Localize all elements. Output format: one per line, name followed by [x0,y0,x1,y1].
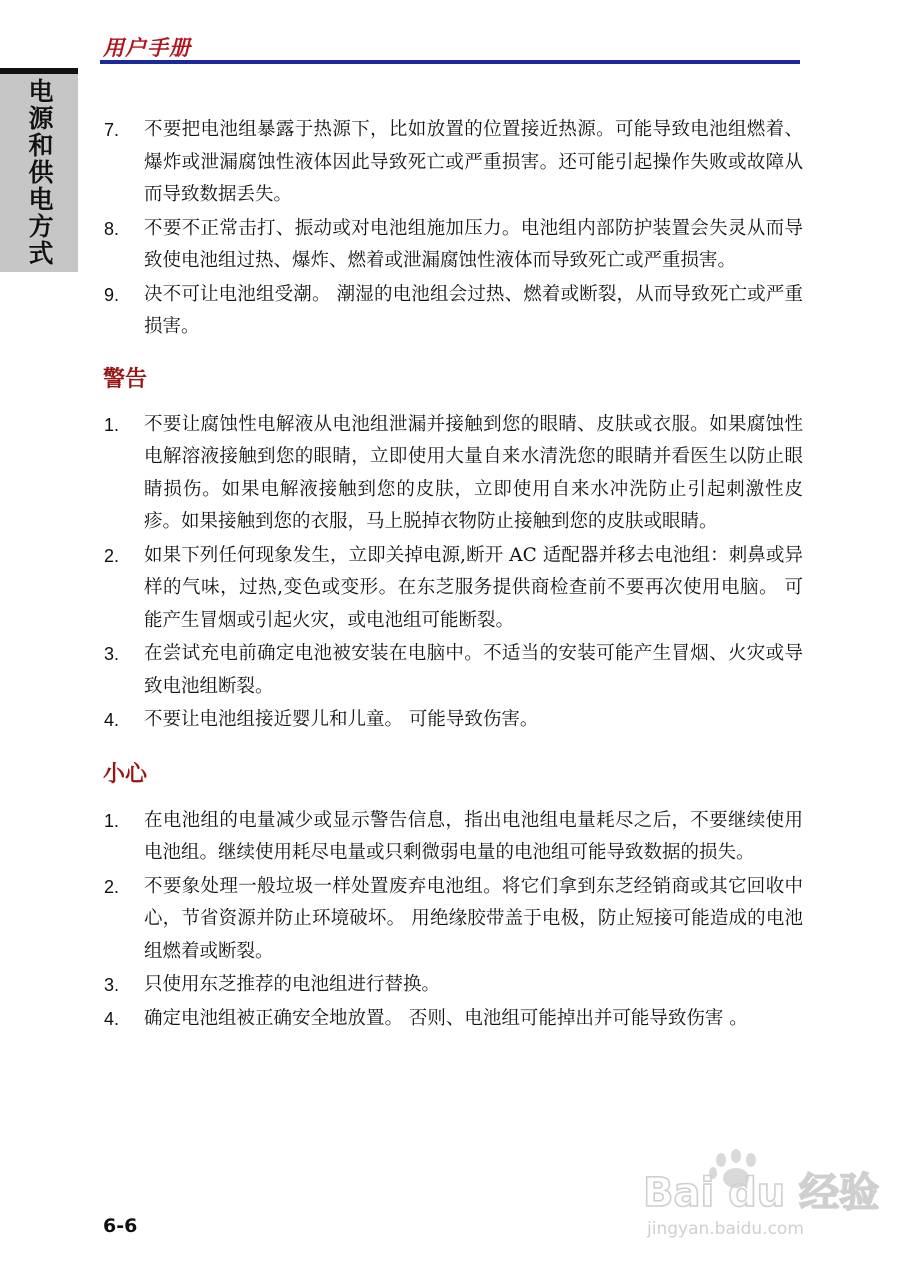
watermark-brand: Bai du 经验 [643,1170,880,1216]
list-item [103,871,803,969]
item-text: 只使用东芝推荐的电池组进行替换。 [144,974,441,995]
list-item [103,704,803,737]
list-item [103,805,803,870]
item-text: 不要把电池组暴露于热源下，比如放置的位置接近热源。可能导致电池组燃着、爆炸或泄漏腐蚀性液体因此导致死亡或严重损害。还可能引起操作失败或故障从而导致数据丢失。 [144,119,803,205]
warning-heading: 警告 [103,366,148,392]
watermark-url: jingyan.baidu.com [647,1219,804,1239]
item-number: 7. [104,120,120,140]
item-text: 确定电池组被正确安全地放置。 否则、电池组可能掉出并可能导致伤害 。 [144,1007,748,1029]
item-number: 3. [104,975,120,995]
caution-list [103,805,803,1036]
item-number: 8. [104,218,120,239]
list-item [103,1003,803,1036]
side-tab-label: 电源和供电方式 [25,78,54,267]
item-text: 不要不正常击打、振动或对电池组施加压力。电池组内部防护装置会失灵从而导致使电池组过热、爆炸、燃着或泄漏腐蚀性液体而导致死亡或严重损害。 [144,217,803,271]
item-text: 在电池组的电量减少或显示警告信息，指出电池组电量耗尽之后，不要继续使用电池组。继续使用耗尽电量或只剩微弱电量的电池组可能导致数据的损失。 [144,809,803,863]
item-number: 3. [104,644,120,664]
page-number: 6-6 [103,1215,138,1237]
page-content [103,114,803,1036]
list-item [103,638,803,703]
item-text: 不要象处理一般垃圾一样处置废弃电池组。将它们拿到东芝经销商或其它回收中心，节省资源并防止环境破坏。 用绝缘胶带盖于电极，防止短接可能造成的电池组燃着或断裂。 [144,875,803,962]
item-text: 在尝试充电前确定电池被安装在电脑中。不适当的安装可能产生冒烟、火灾或导致电池组断裂。 [144,643,803,697]
warning-list [103,409,803,737]
item-number: 4. [104,710,120,730]
item-number: 2. [104,545,120,566]
item-number: 1. [104,414,120,435]
list-item [103,409,803,539]
item-number: 2. [104,876,120,897]
header-rule [100,60,800,64]
item-text: 不要让腐蚀性电解液从电池组泄漏并接触到您的眼睛、皮肤或衣服。如果腐蚀性电解溶液接触到您的眼睛，立即使用大量自来水清洗您的眼睛并看医生以防止眼睛损伤。如果电解液接触到您的皮肤，立即使用自来水冲洗防止引起刺激性皮疹。如果接触到您的衣服，马上脱掉衣物防止接触到您的皮肤或眼睛。 [144,413,803,532]
list-item [103,540,803,638]
list-item [103,114,803,212]
caution-heading: 小心 [103,761,148,787]
item-text: 决不可让电池组受潮。 潮湿的电池组会过热、燃着或断裂，从而导致死亡或严重损害。 [144,283,803,337]
item-number: 9. [104,284,120,305]
intro-list [103,114,803,344]
item-number: 1. [104,810,120,831]
baidu-watermark [643,1148,880,1248]
item-text: 如果下列任何现象发生，立即关掉电源,断开 AC 适配器并移去电池组：刺鼻或异样的气味，过热,变色或变形。在东芝服务提供商检查前不要再次使用电脑。 可能产生冒烟或引起火灾，或电池组可能断裂。 [144,544,803,631]
header-title: 用户手册 [103,36,191,60]
item-number: 4. [104,1008,120,1029]
list-item [103,279,803,344]
item-text: 不要让电池组接近婴儿和儿童。 可能导致伤害。 [144,709,539,730]
side-tab [0,68,78,272]
list-item [103,969,803,1002]
list-item [103,213,803,278]
